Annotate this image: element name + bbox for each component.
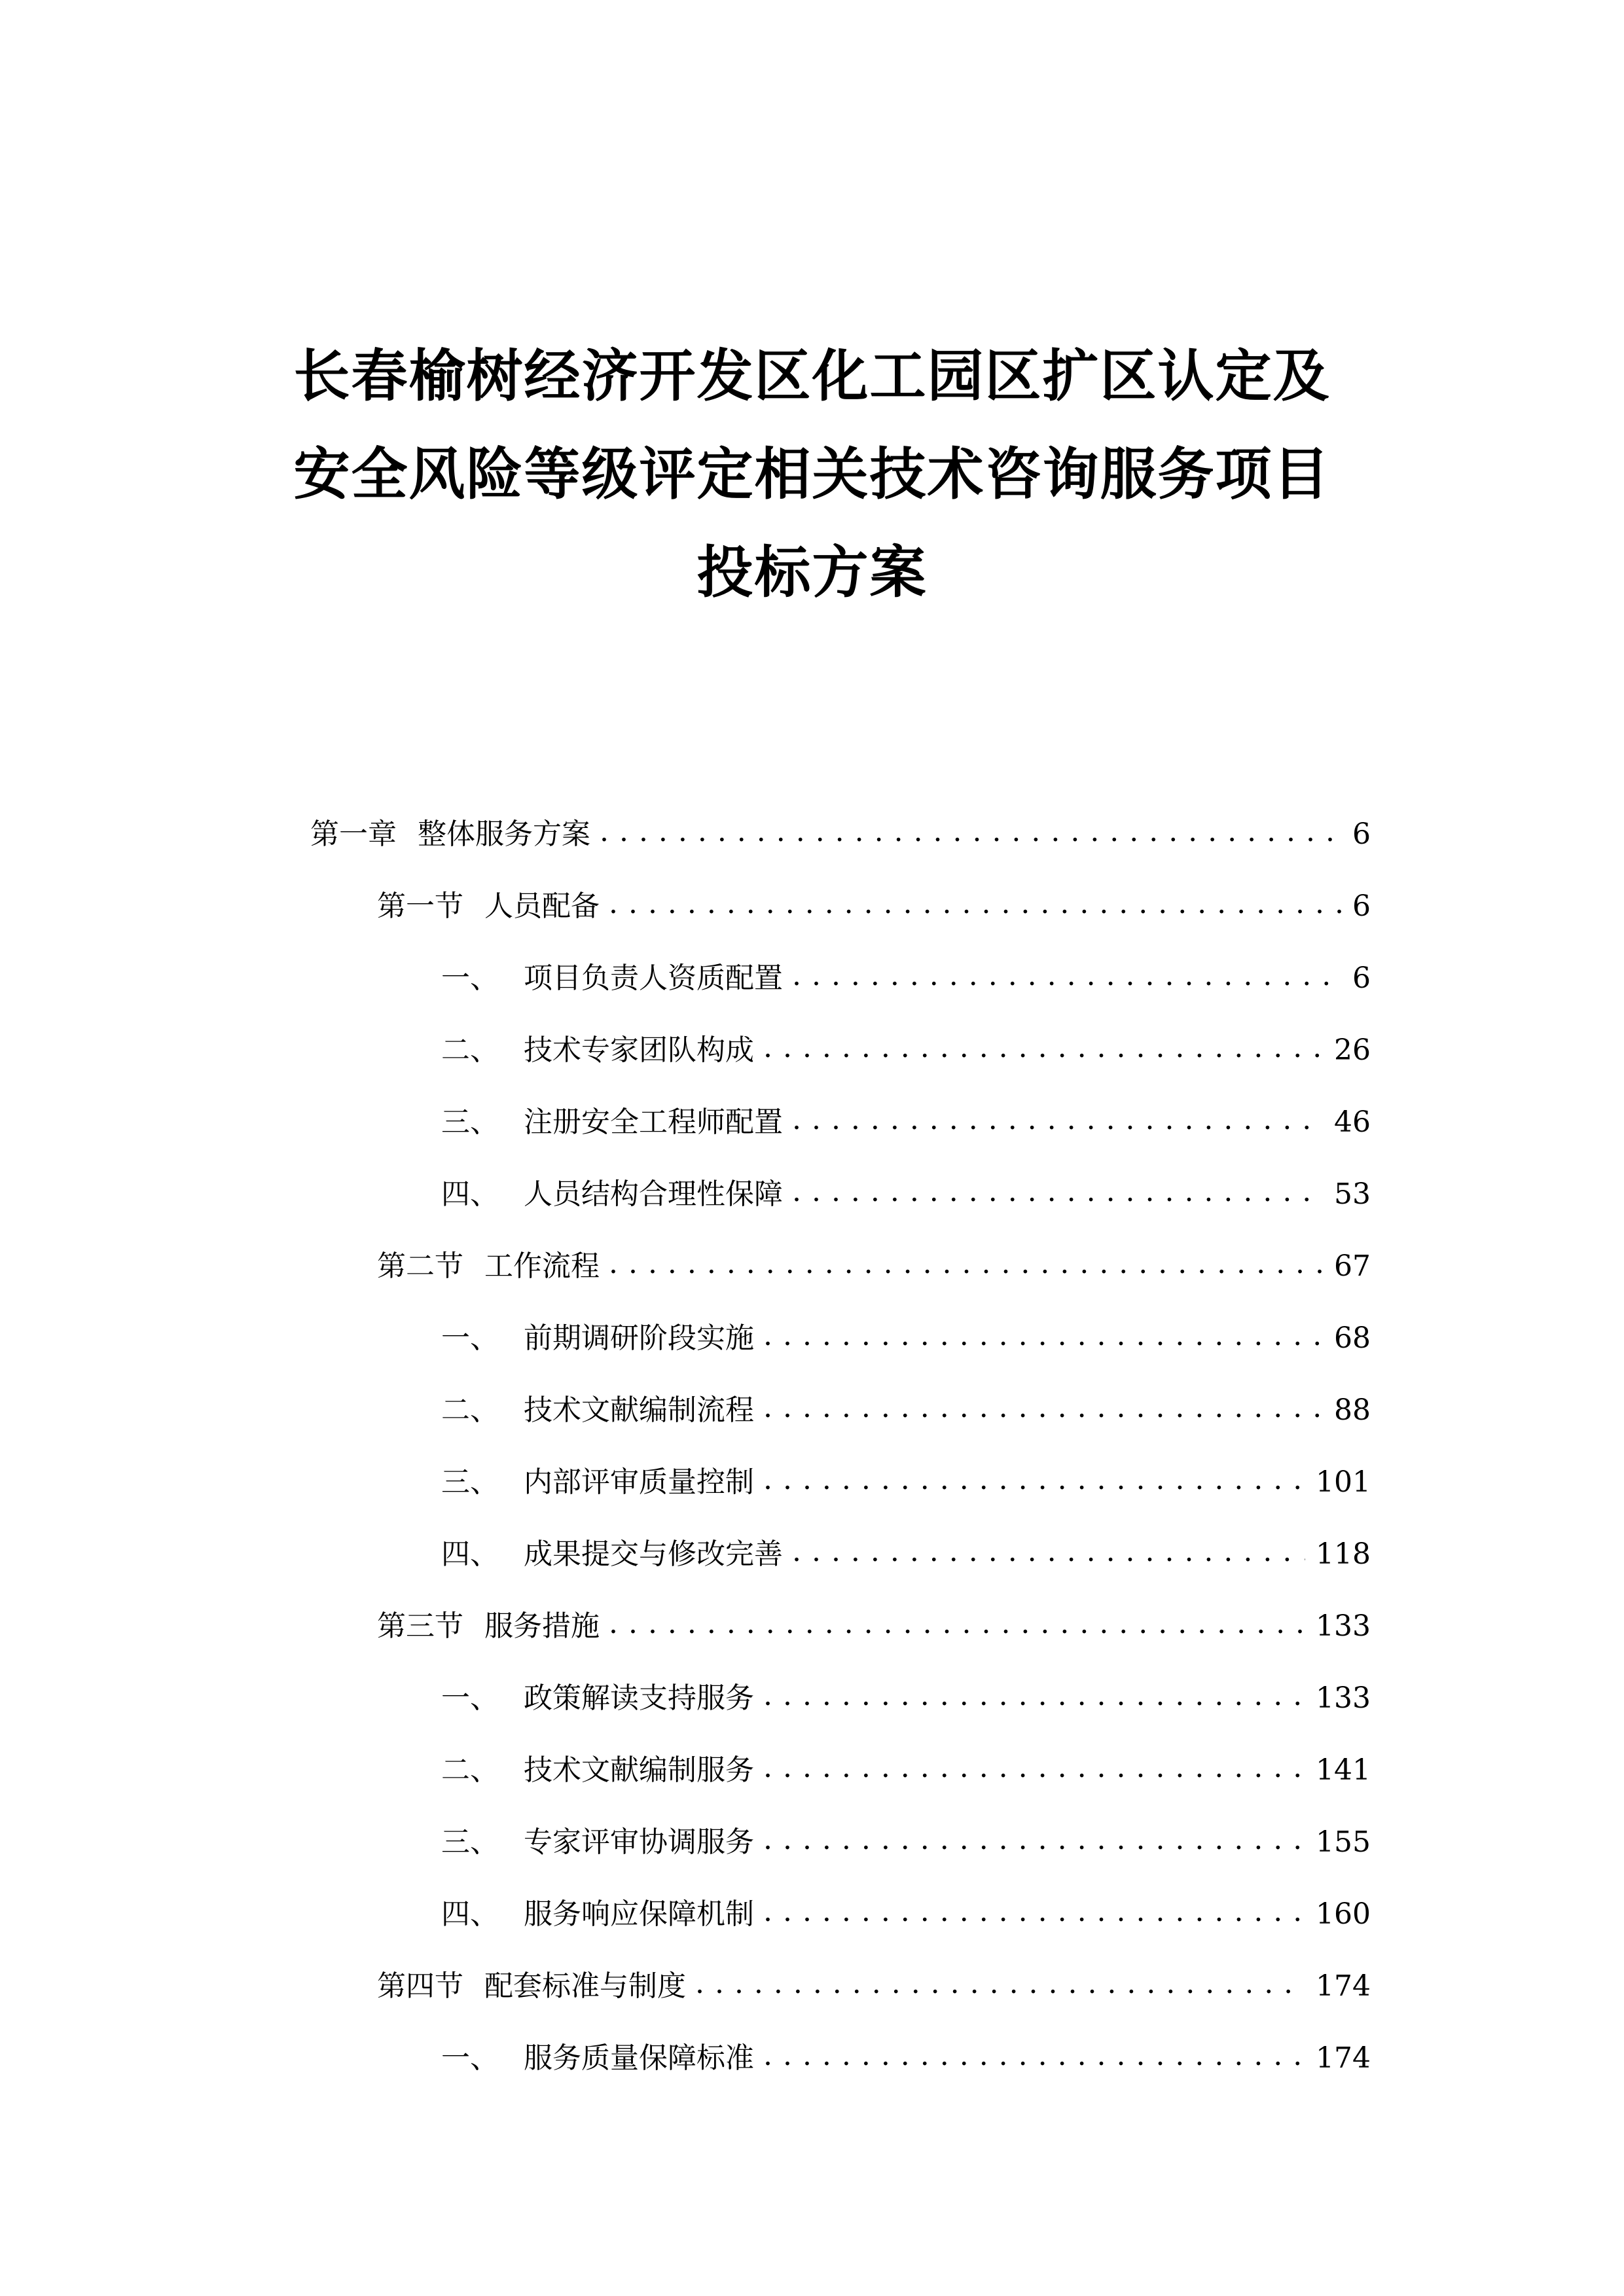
toc-leader-dots xyxy=(763,1454,1305,1506)
toc-page-number: 174 xyxy=(1316,2041,1371,2075)
toc-page-number: 174 xyxy=(1316,1969,1371,2003)
toc-page-number: 118 xyxy=(1316,1537,1371,1571)
toc-page-number: 155 xyxy=(1316,1825,1371,1859)
toc-title: 技术文献编制服务 xyxy=(524,1753,754,1787)
toc-leader-dots xyxy=(763,1742,1305,1794)
toc-page-number: 46 xyxy=(1334,1105,1371,1139)
toc-leader-dots xyxy=(763,1310,1324,1362)
title-line-2: 安全风险等级评定相关技术咨询服务项目 xyxy=(293,442,1331,507)
toc-page-number: 160 xyxy=(1316,1897,1371,1931)
toc-title: 政策解读支持服务 xyxy=(524,1681,754,1715)
toc-number: 二、 xyxy=(441,1753,499,1787)
toc-number: 第四节 xyxy=(377,1969,463,2003)
toc-title: 服务响应保障机制 xyxy=(524,1897,754,1931)
toc-entry-item[interactable] xyxy=(310,952,1371,1024)
toc-number: 三、 xyxy=(441,1825,499,1859)
toc-number: 四、 xyxy=(441,1177,499,1211)
toc-title: 人员结构合理性保障 xyxy=(524,1177,783,1211)
toc-number: 第二节 xyxy=(377,1249,463,1283)
toc-number: 第三节 xyxy=(377,1609,463,1643)
toc-entry-item[interactable] xyxy=(310,1672,1371,1744)
toc-leader-dots xyxy=(792,1526,1305,1578)
toc-title: 人员配备 xyxy=(484,889,600,923)
toc-title: 技术专家团队构成 xyxy=(524,1033,754,1067)
toc-number: 二、 xyxy=(441,1393,499,1427)
toc-entry-item[interactable] xyxy=(310,1168,1371,1240)
toc-page-number: 88 xyxy=(1334,1393,1371,1427)
toc-entry-item[interactable] xyxy=(310,1024,1371,1096)
toc-leader-dots xyxy=(763,2030,1305,2082)
toc-page-number: 53 xyxy=(1334,1177,1371,1211)
toc-number: 二、 xyxy=(441,1033,499,1067)
toc-number: 三、 xyxy=(441,1105,499,1139)
title-line-1: 长春榆树经济开发区化工园区扩区认定及 xyxy=(293,344,1331,409)
toc-number: 四、 xyxy=(441,1537,499,1571)
toc-number: 第一节 xyxy=(377,889,463,923)
toc-number: 一、 xyxy=(441,2041,499,2075)
toc-title: 前期调研阶段实施 xyxy=(524,1321,754,1355)
toc-title: 注册安全工程师配置 xyxy=(524,1105,783,1139)
toc-page-number: 6 xyxy=(1352,889,1371,923)
toc-page-number: 26 xyxy=(1334,1033,1371,1067)
toc-page-number: 101 xyxy=(1316,1465,1371,1499)
toc-leader-dots xyxy=(763,1814,1305,1866)
toc-number: 一、 xyxy=(441,1321,499,1355)
toc-entry-item[interactable] xyxy=(310,1312,1371,1384)
toc-page-number: 133 xyxy=(1316,1681,1371,1715)
toc-entry-item[interactable] xyxy=(310,1384,1371,1456)
toc-title: 服务质量保障标准 xyxy=(524,2041,754,2075)
toc-leader-dots xyxy=(609,1238,1324,1290)
toc-leader-dots xyxy=(600,806,1342,858)
toc-leader-dots xyxy=(609,1598,1305,1650)
toc-number: 一、 xyxy=(441,1681,499,1715)
table-of-contents xyxy=(310,808,1371,2104)
toc-entry-item[interactable] xyxy=(310,2032,1371,2104)
toc-title: 成果提交与修改完善 xyxy=(524,1537,783,1571)
toc-title: 专家评审协调服务 xyxy=(524,1825,754,1859)
toc-leader-dots xyxy=(763,1886,1305,1938)
toc-page-number: 133 xyxy=(1316,1609,1371,1643)
toc-number: 四、 xyxy=(441,1897,499,1931)
toc-page-number: 6 xyxy=(1352,817,1371,851)
toc-title: 配套标准与制度 xyxy=(484,1969,686,2003)
toc-page-number: 67 xyxy=(1334,1249,1371,1283)
toc-leader-dots xyxy=(792,950,1342,1002)
toc-title: 服务措施 xyxy=(484,1609,600,1643)
toc-page-number: 141 xyxy=(1316,1753,1371,1787)
toc-number: 第一章 xyxy=(310,817,397,851)
toc-entry-section-4[interactable] xyxy=(310,1960,1371,2032)
toc-number: 一、 xyxy=(441,961,499,995)
toc-leader-dots xyxy=(792,1094,1324,1146)
toc-entry-item[interactable] xyxy=(310,1888,1371,1960)
toc-title: 项目负责人资质配置 xyxy=(524,961,783,995)
document-title xyxy=(196,327,1428,622)
toc-title: 工作流程 xyxy=(484,1249,600,1283)
toc-leader-dots xyxy=(609,878,1342,930)
toc-entry-item[interactable] xyxy=(310,1816,1371,1888)
toc-entry-section-3[interactable] xyxy=(310,1600,1371,1672)
toc-entry-section-2[interactable] xyxy=(310,1240,1371,1312)
toc-entry-chapter-1[interactable] xyxy=(310,808,1371,880)
toc-title: 技术文献编制流程 xyxy=(524,1393,754,1427)
toc-entry-item[interactable] xyxy=(310,1744,1371,1816)
toc-page-number: 6 xyxy=(1352,961,1371,995)
toc-leader-dots xyxy=(763,1670,1305,1722)
toc-entry-item[interactable] xyxy=(310,1096,1371,1168)
toc-page-number: 68 xyxy=(1334,1321,1371,1355)
toc-leader-dots xyxy=(792,1166,1324,1218)
title-line-3: 投标方案 xyxy=(696,540,928,605)
toc-entry-item[interactable] xyxy=(310,1456,1371,1528)
toc-entry-section-1[interactable] xyxy=(310,880,1371,952)
toc-leader-dots xyxy=(695,1958,1305,2010)
toc-number: 三、 xyxy=(441,1465,499,1499)
toc-leader-dots xyxy=(763,1022,1324,1074)
toc-leader-dots xyxy=(763,1382,1324,1434)
toc-title: 内部评审质量控制 xyxy=(524,1465,754,1499)
toc-title: 整体服务方案 xyxy=(418,817,590,851)
toc-entry-item[interactable] xyxy=(310,1528,1371,1600)
